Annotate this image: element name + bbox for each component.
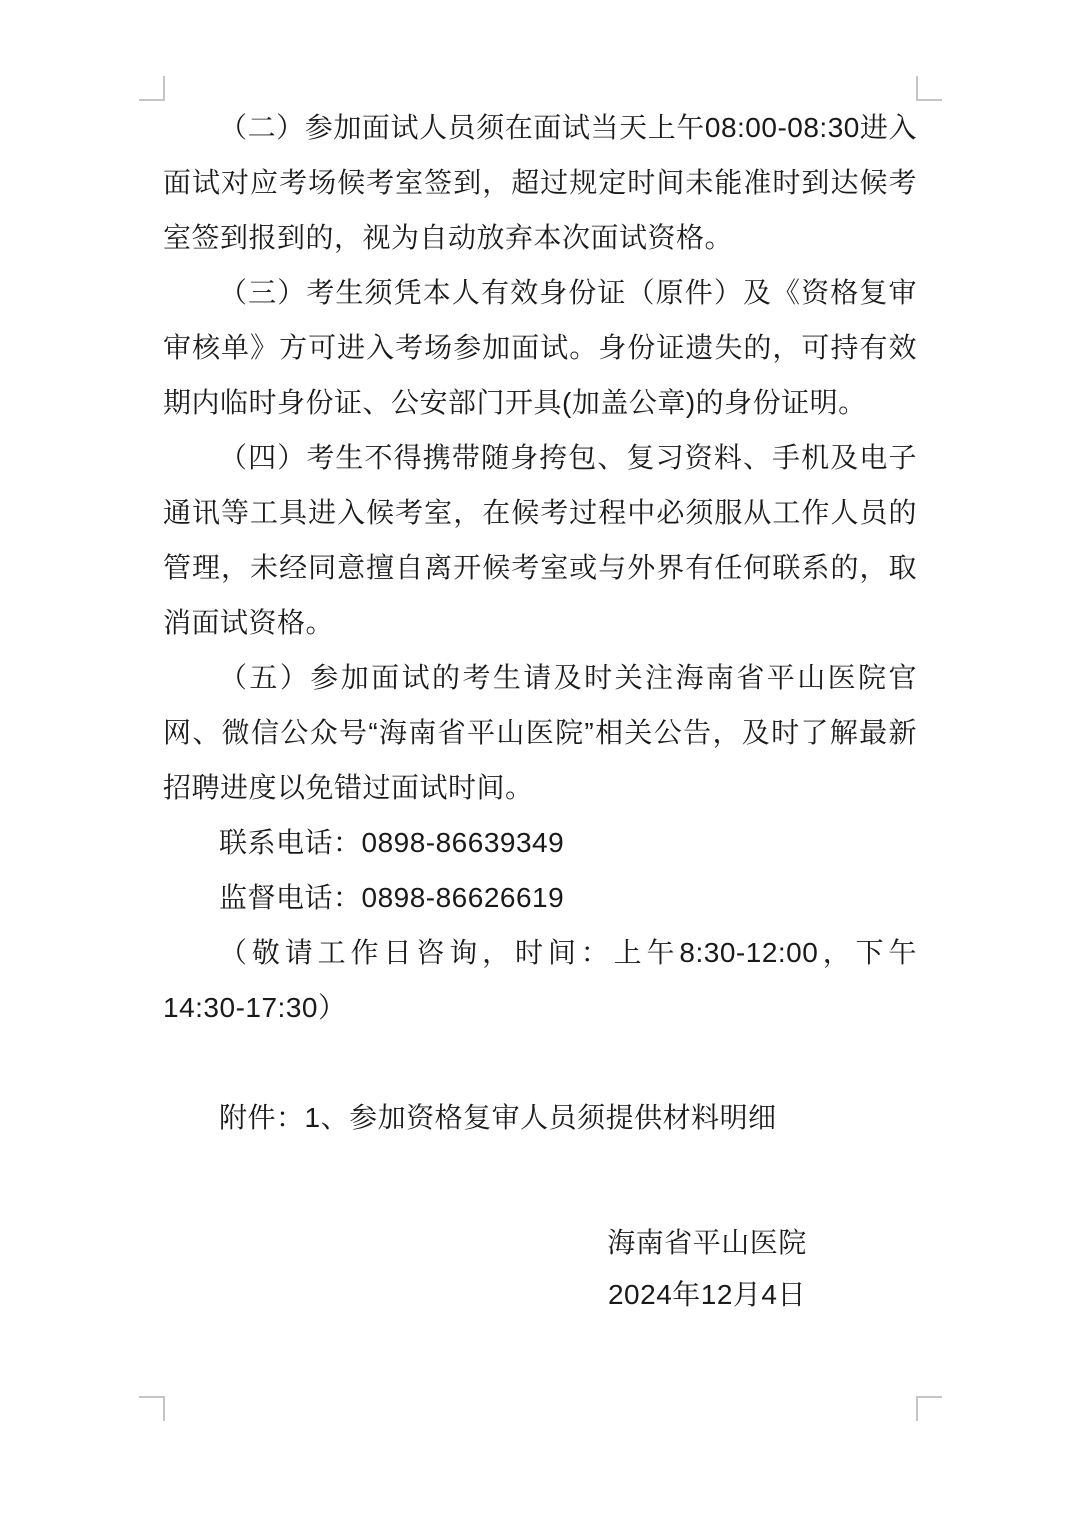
consult-note: （敬请工作日咨询，时间：上午8:30-12:00，下午14:30-17:30） xyxy=(163,937,917,1023)
paragraph-item-3: （三）考生须凭本人有效身份证（原件）及《资格复审审核单》方可进入考场参加面试。身份证遗失的，可持有效期内临时身份证、公安部门开具(加盖公章)的身份证明。 xyxy=(163,277,917,418)
document-body xyxy=(163,100,917,1321)
attachment-line: 附件：1、参加资格复审人员须提供材料明细 xyxy=(219,1102,777,1133)
contact-phone-line: 联系电话：0898-86639349 xyxy=(219,827,565,858)
text-boundary-mark-top-right xyxy=(916,76,942,101)
signature-date: 2024年12月4日 xyxy=(607,1279,806,1310)
signature-block xyxy=(551,1217,863,1321)
paragraph-item-2: （二）参加面试人员须在面试当天上午08:00-08:30进入面试对应考场候考室签到，超过规定时间未能准时到达候考室签到报到的，视为自动放弃本次面试资格。 xyxy=(163,112,917,253)
text-boundary-mark-bottom-right xyxy=(916,1396,942,1421)
supervision-phone-line: 监督电话：0898-86626619 xyxy=(219,882,565,913)
signature-org: 海南省平山医院 xyxy=(607,1227,807,1258)
text-boundary-mark-bottom-left xyxy=(139,1396,165,1421)
paragraph-item-5: （五）参加面试的考生请及时关注海南省平山医院官网、微信公众号“海南省平山医院”相关公告，及时了解最新招聘进度以免错过面试时间。 xyxy=(163,662,917,803)
paragraph-item-4: （四）考生不得携带随身挎包、复习资料、手机及电子通讯等工具进入候考室，在候考过程中必须服从工作人员的管理，未经同意擅自离开候考室或与外界有任何联系的，取消面试资格。 xyxy=(163,442,917,638)
text-boundary-mark-top-left xyxy=(139,76,165,101)
